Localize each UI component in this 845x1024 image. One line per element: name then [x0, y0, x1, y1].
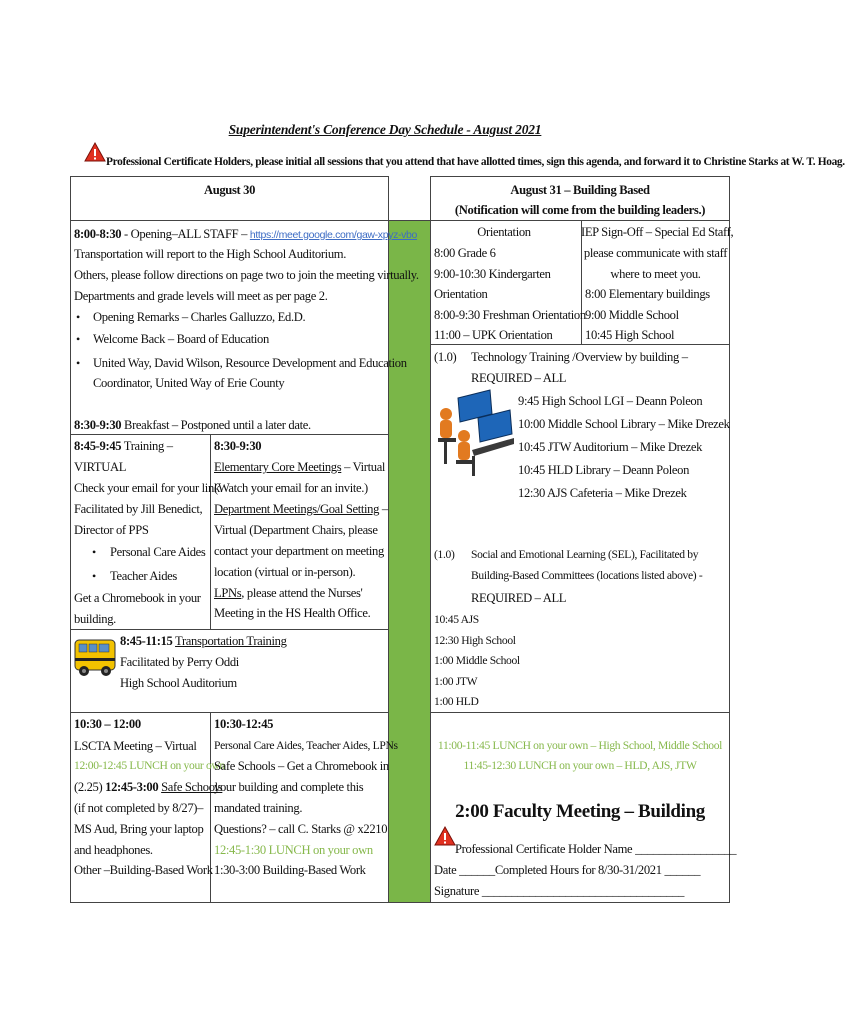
transport-line: Facilitated by Perry Oddi [120, 655, 239, 669]
transport-line: High School Auditorium [120, 676, 237, 690]
elementary-lpn: LPNs, please attend the Nurses' [214, 586, 363, 600]
lscta-time: 10:30 – 12:00 [74, 717, 141, 731]
faculty-meeting: 2:00 Faculty Meeting – Building [455, 801, 705, 822]
lscta-safe: (2.25) 12:45-3:00 Safe Schools [74, 780, 223, 794]
sel-line-1: Social and Emotional Learning (SEL), Facilitated by [471, 548, 699, 561]
tech-num: (1.0) [434, 350, 457, 364]
signature-line[interactable]: Signature __________________________________ [434, 884, 685, 898]
training-line: VIRTUAL [74, 460, 127, 474]
tech-line-2: REQUIRED – ALL [471, 371, 567, 385]
lunch-line: 11:00-11:45 LUNCH on your own – High School, Middle School [437, 739, 723, 752]
bullet-icon: • [76, 356, 81, 370]
meeting-link[interactable]: https://meet.google.com/gaw-xpyz-vbo [249, 229, 418, 241]
tech-session: 10:45 HLD Library – Deann Poleon [518, 463, 690, 477]
sel-time: 1:00 Middle School [434, 654, 520, 667]
training-line: Check your email for your link. [74, 481, 223, 495]
orientation-line: Orientation [434, 287, 488, 301]
lscta-line: Other –Building-Based Work [74, 863, 213, 877]
iep-line: IEP Sign-Off – Special Ed Staff, [581, 225, 734, 239]
tech-line-1: Technology Training /Overview by building – [471, 350, 688, 364]
warning-icon [84, 142, 106, 162]
tech-session: 10:45 JTW Auditorium – Mike Drezek [518, 440, 703, 454]
opening-line: 8:00-8:30 - Opening–ALL STAFF – https://meet.google.com/gaw-xpyz-vbo [74, 227, 418, 241]
warning-icon [434, 826, 456, 846]
elementary-line: contact your department on meeting [214, 544, 384, 558]
right-header-1: August 31 – Building Based [510, 183, 650, 197]
elementary-line: location (virtual or in-person). [214, 565, 356, 579]
sel-num: (1.0) [434, 548, 455, 561]
sel-time: 1:00 JTW [434, 675, 478, 688]
left-header: August 30 [203, 183, 256, 197]
lscta-line: MS Aud, Bring your laptop [74, 822, 204, 836]
breakfast-line: 8:30-9:30 Breakfast – Postponed until a later date. [74, 418, 311, 432]
pca-line: 1:30-3:00 Building-Based Work [214, 863, 366, 877]
training-title: 8:45-9:45 Training – [74, 439, 173, 453]
pca-lunch: 12:45-1:30 LUNCH on your own [214, 843, 373, 857]
iep-line: 9:00 Middle School [585, 308, 679, 322]
opening-bullet-3: United Way, David Wilson, Resource Development and Education [93, 356, 407, 370]
elementary-line: (Watch your email for an invite.) [214, 481, 368, 495]
opening-bullet-1: Opening Remarks – Charles Galluzzo, Ed.D. [93, 310, 306, 324]
pca-line: Safe Schools – Get a Chromebook in [214, 759, 389, 773]
iep-line: please communicate with staff [583, 246, 728, 260]
iep-line: 10:45 High School [585, 328, 675, 342]
training-bullet: Teacher Aides [110, 569, 177, 583]
training-bullet: Personal Care Aides [110, 545, 206, 559]
cert-holder-line[interactable]: Professional Certificate Holder Name _________________ [455, 842, 737, 856]
page-title: Superintendent's Conference Day Schedule - August 2021 [228, 122, 542, 137]
sel-line-2: Building-Based Committees (locations listed above) - [471, 569, 703, 582]
elementary-time: 8:30-9:30 [214, 439, 262, 453]
bullet-icon: • [92, 545, 97, 559]
sel-time: 12:30 High School [434, 634, 516, 647]
date-hours-line[interactable]: Date ______Completed Hours for 8/30-31/2021 ______ [434, 863, 701, 877]
lunch-line: 11:45-12:30 LUNCH on your own – HLD, AJS, JTW [463, 759, 697, 772]
orientation-line: 8:00 Grade 6 [434, 246, 496, 260]
bullet-icon: • [76, 310, 81, 324]
lscta-line: (if not completed by 8/27)– [74, 801, 204, 815]
sel-time: 1:00 HLD [434, 695, 479, 708]
tech-session: 9:45 High School LGI – Deann Poleon [518, 394, 703, 408]
sel-line-3: REQUIRED – ALL [471, 591, 567, 605]
opening-line-2: Transportation will report to the High School Auditorium. [74, 247, 347, 261]
opening-line-3: Others, please follow directions on page two to join the meeting virtually. [74, 268, 419, 282]
opening-line-4: Departments and grade levels will meet as per page 2. [74, 289, 328, 303]
training-tail: Get a Chromebook in your [74, 591, 201, 605]
orientation-line: Orientation [477, 225, 531, 239]
computer-lab-icon [432, 388, 516, 480]
notice-text: Professional Certificate Holders, please initial all sessions that you attend that have allotted times, sign this agenda, and forward it to Christine Starks at W. T. Hoag. [106, 156, 845, 168]
pca-line: Questions? – call C. Starks @ x2210 [214, 822, 388, 836]
sel-time: 10:45 AJS [434, 613, 479, 626]
elementary-line: Meeting in the HS Health Office. [214, 606, 371, 620]
orientation-line: 9:00-10:30 Kindergarten [434, 267, 551, 281]
elementary-line: Virtual (Department Chairs, please [214, 523, 378, 537]
bullet-icon: • [76, 332, 81, 346]
pca-time: 10:30-12:45 [214, 717, 274, 731]
elementary-core: Elementary Core Meetings – Virtual [214, 460, 386, 474]
opening-bullet-2: Welcome Back – Board of Education [93, 332, 269, 346]
iep-line: where to meet you. [610, 267, 701, 281]
orientation-line: 8:00-9:30 Freshman Orientation [434, 308, 586, 322]
training-line: Director of PPS [74, 523, 149, 537]
pca-line: your building and complete this [214, 780, 364, 794]
transport-title: 8:45-11:15 Transportation Training [120, 634, 287, 648]
iep-line: 8:00 Elementary buildings [585, 287, 710, 301]
bullet-icon: • [92, 569, 97, 583]
school-bus-icon [73, 636, 117, 678]
tech-session: 10:00 Middle School Library – Mike Drezek [518, 417, 730, 431]
pca-line: Personal Care Aides, Teacher Aides, LPNs [214, 739, 398, 752]
lscta-line: and headphones. [74, 843, 153, 857]
divider-strip [388, 220, 431, 903]
training-tail: building. [74, 612, 116, 626]
orientation-line: 11:00 – UPK Orientation [434, 328, 553, 342]
lscta-lunch: 12:00-12:45 LUNCH on your own [74, 759, 225, 772]
tech-session: 12:30 AJS Cafeteria – Mike Drezek [518, 486, 687, 500]
training-line: Facilitated by Jill Benedict, [74, 502, 203, 516]
pca-line: mandated training. [214, 801, 303, 815]
elementary-dept: Department Meetings/Goal Setting – [214, 502, 388, 516]
opening-bullet-3b: Coordinator, United Way of Erie County [93, 376, 285, 390]
lscta-line: LSCTA Meeting – Virtual [74, 739, 197, 753]
right-header-2: (Notification will come from the building leaders.) [454, 203, 706, 217]
